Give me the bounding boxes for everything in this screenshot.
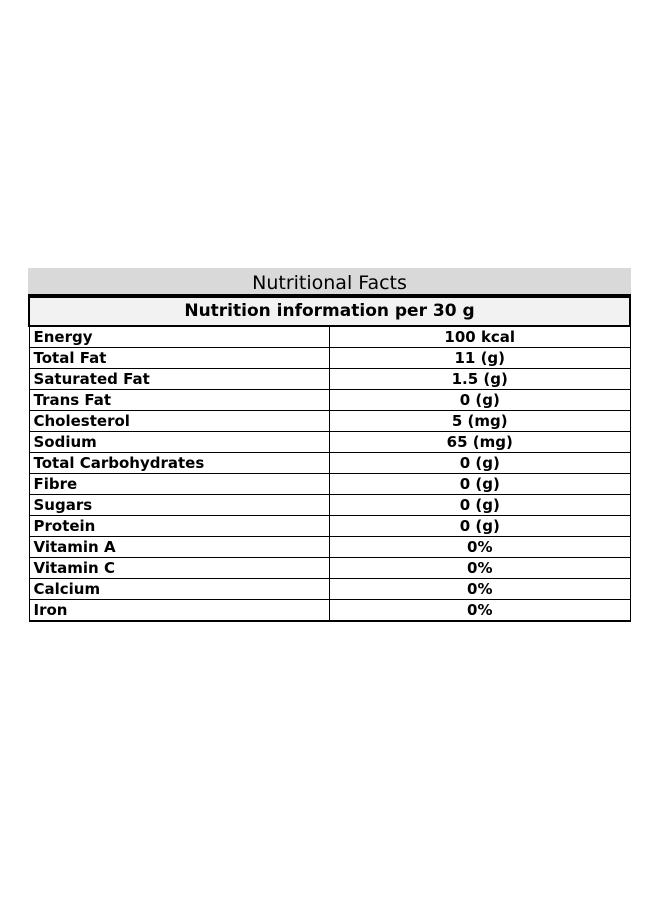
table-row (29, 453, 630, 474)
nutrient-name: Sugars (29, 495, 330, 516)
table-row (29, 474, 630, 495)
nutrient-value: 1.5 (g) (330, 369, 631, 390)
nutrient-value: 0% (330, 558, 631, 579)
table-row (29, 600, 630, 622)
facts-title: Nutritional Facts (28, 268, 631, 296)
table-row (29, 432, 630, 453)
table-row (29, 348, 630, 369)
nutrition-table (28, 296, 631, 622)
nutrient-value: 65 (mg) (330, 432, 631, 453)
nutrient-value: 5 (mg) (330, 411, 631, 432)
table-row (29, 369, 630, 390)
nutrient-value: 0 (g) (330, 495, 631, 516)
nutrient-name: Protein (29, 516, 330, 537)
nutrient-name: Sodium (29, 432, 330, 453)
nutrient-name: Iron (29, 600, 330, 622)
table-row (29, 516, 630, 537)
subtitle-row (29, 297, 630, 326)
nutrient-value: 0 (g) (330, 474, 631, 495)
table-row (29, 495, 630, 516)
nutrition-facts-panel (28, 268, 631, 622)
table-row (29, 326, 630, 348)
nutrient-name: Total Fat (29, 348, 330, 369)
nutrient-name: Cholesterol (29, 411, 330, 432)
nutrient-value: 0% (330, 579, 631, 600)
nutrient-name: Trans Fat (29, 390, 330, 411)
nutrient-name: Vitamin A (29, 537, 330, 558)
nutrient-name: Saturated Fat (29, 369, 330, 390)
nutrient-name: Vitamin C (29, 558, 330, 579)
table-row (29, 537, 630, 558)
nutrient-value: 11 (g) (330, 348, 631, 369)
table-row (29, 579, 630, 600)
nutrient-name: Energy (29, 326, 330, 348)
nutrient-name: Fibre (29, 474, 330, 495)
nutrient-value: 0% (330, 600, 631, 622)
nutrient-value: 0 (g) (330, 453, 631, 474)
nutrient-name: Total Carbohydrates (29, 453, 330, 474)
table-row (29, 558, 630, 579)
nutrient-value: 100 kcal (330, 326, 631, 348)
nutrient-value: 0 (g) (330, 390, 631, 411)
nutrient-name: Calcium (29, 579, 330, 600)
facts-subtitle: Nutrition information per 30 g (29, 297, 630, 326)
table-row (29, 411, 630, 432)
nutrient-value: 0 (g) (330, 516, 631, 537)
nutrient-value: 0% (330, 537, 631, 558)
table-row (29, 390, 630, 411)
